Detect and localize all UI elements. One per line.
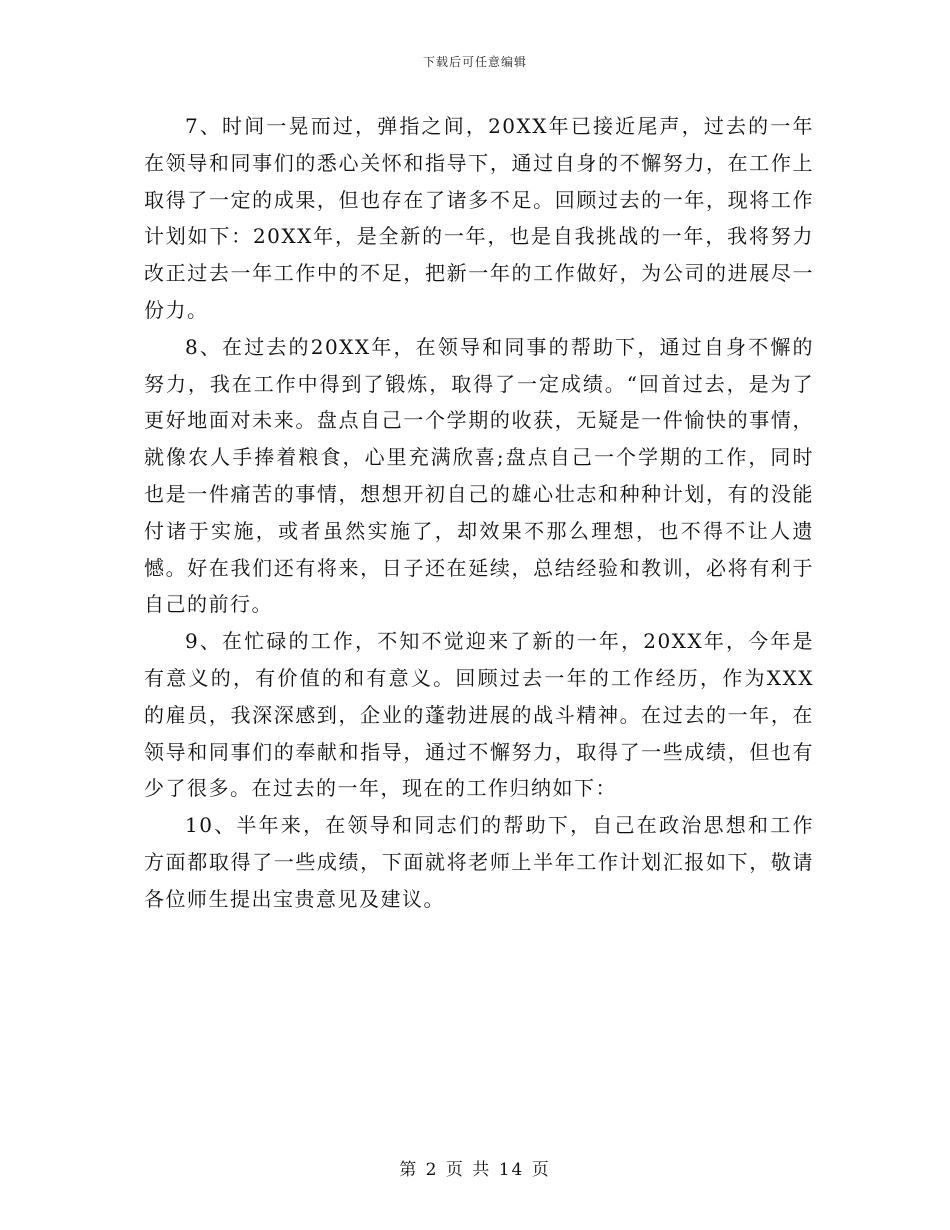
page-number-label: 第 2 页 共 14 页 [399,1160,551,1180]
paragraph-9: 9、在忙碌的工作，不知不觉迎来了新的一年，20XX年，今年是有意义的，有价值的和有意义。回顾过去一年的工作经历，作为XXX的雇员，我深深感到，企业的蓬勃进展的战斗精神。在过去的一年，在领导和同事们的奉献和指导，通过不懈努力，取得了一些成绩，但也有少了很多。在过去的一年，现在的工作归纳如下： [144,629,814,801]
paragraph-10: 10、半年来，在领导和同志们的帮助下，自己在政治思想和工作方面都取得了一些成绩，下面就将老师上半年工作计划汇报如下，敬请各位师生提出宝贵意见及建议。 [144,813,814,911]
header-note: 下载后可任意编辑 [422,55,527,69]
paragraph-7: 7、时间一晃而过，弹指之间，20XX年已接近尾声，过去的一年在领导和同事们的悉心关怀和指导下，通过自身的不懈努力，在工作上取得了一定的成果，但也存在了诸多不足。回顾过去的一年，现将工作计划如下：20XX年，是全新的一年，也是自我挑战的一年，我将努力改正过去一年工作中的不足，把新一年的工作做好，为公司的进展尽一份力。 [144,114,814,322]
page-footer [0,1155,950,1180]
document-body [144,108,814,918]
paragraph-8: 8、在过去的20XX年，在领导和同事的帮助下，通过自身不懈的努力，我在工作中得到了锻炼，取得了一定成绩。“回首过去，是为了更好地面对未来。盘点自己一个学期的收获，无疑是一件愉快的事情，就像农人手捧着粮食，心里充满欣喜;盘点自己一个学期的工作，同时也是一件痛苦的事情，想想开初自己的雄心壮志和种种计划，有的没能付诸于实施，或者虽然实施了，却效果不那么理想，也不得不让人遗憾。好在我们还有将来，日子还在延续，总结经验和教训，必将有利于自己的前行。 [144,334,814,617]
